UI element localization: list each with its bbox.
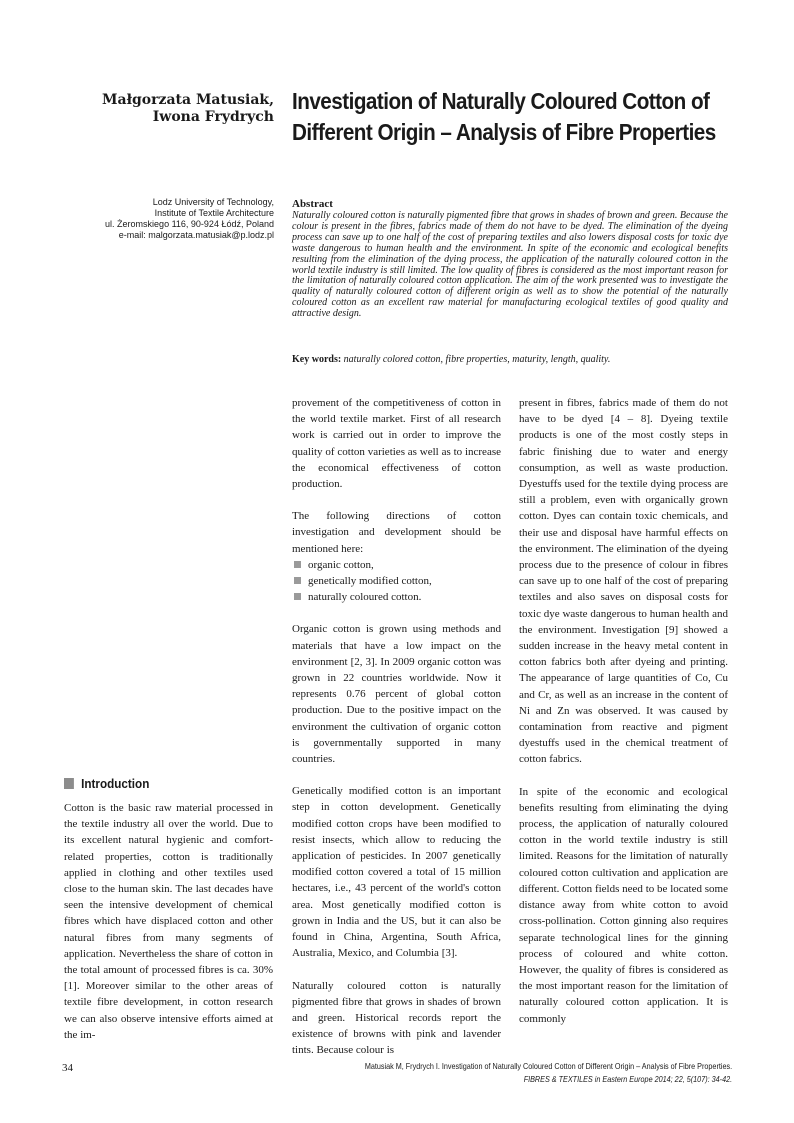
paper-title: Investigation of Naturally Coloured Cotton of Different Origin – Analysis of Fibre Properties xyxy=(292,88,716,145)
list-item xyxy=(292,589,501,605)
paragraph: Organic cotton is grown using methods and materials that have a low impact on the environment [2, 3]. In 2009 organic cotton was grown in 22 countries worldwide. Now it represents 0.76 percent of global cotton production. Due to the positive impact on the environment the cultivation of organic cotton is governmentally supported in many countries. xyxy=(292,623,501,766)
paragraph: The following directions of cotton investigation and development should be mentioned here: xyxy=(292,510,501,555)
list-item-text: genetically modified cotton, xyxy=(308,575,432,588)
square-bullet-icon xyxy=(294,561,301,568)
keywords xyxy=(292,354,728,366)
paragraph: provement of the competitiveness of cotton in the world textile market. First of all research work is carried out in order to improve the quality of cotton varieties as well as to increase the economical effectiveness of cotton production. xyxy=(292,397,501,491)
column-3 xyxy=(519,395,728,1043)
paragraph: Cotton is the basic raw material processed in the textile industry all over the world. Due to its excellent natural hygienic and comfort-related properties, cotton is traditionally applied in clothing and other textiles used close to the human skin. The last decades have seen the intensive development of chemical fibres which have displaced cotton and other natural fibres from many segments of application. Nevertheless the share of cotton in the total amount of processed fibres is ca. 30% [1]. Moreover similar to the other areas of textile fibre development, in cotton research we can also observe intensive efforts aimed at the im- xyxy=(64,802,273,1041)
list-item xyxy=(292,573,501,589)
abstract-heading: Abstract xyxy=(292,198,333,210)
affiliation-line: Lodz University of Technology, xyxy=(152,197,274,207)
bullet-list xyxy=(292,557,501,606)
affiliation-line: Institute of Textile Architecture xyxy=(154,208,274,218)
citation-line: Matusiak M, Frydrych I. Investigation of Naturally Coloured Cotton of Different Origin – Analysis of Fibre Properties. xyxy=(364,1061,732,1071)
footer-citation xyxy=(365,1060,732,1086)
paragraph: present in fibres, fabrics made of them do not have to be dyed [4 – 8]. Dyeing textile products is one of the most costly steps in fabric finishing due to water and energy consumption, as well as waste production. Dyestuffs used for the textile dying process are still a problem, even with organically grown cotton. Dyes can contain toxic chemicals, and their use and disposal have harmful effects on the environment. The elimination of the dyeing process due to the presence of colour in fibres can save up to one half of the cost of preparing textiles and also saves on disposal costs for toxic dye waste dangerous to human health and the environment. Investigation [9] showed a sudden increase in the heavy metal content in cotton fabrics both after dyeing and printing. The appearance of large quantities of Co, Cu and Cr, as well as an increase in the content of Ni and Zn was observed. It was caused by contamination from reactive and pigment dyestuffs used in the chemical treatment of cotton fabrics. xyxy=(519,397,728,766)
affiliation-line: ul. Żeromskiego 116, 90-924 Łódź, Poland xyxy=(105,219,274,229)
paragraph: Genetically modified cotton is an important step in cotton development. Genetically modified cotton crops have been modified to resist insects, which allow to reducing the application of pesticides. In 2007 genetically modified cotton covered a total of 15 million hectares, i.e., 43 percent of the world's cotton area. Most genetically modified cotton is grown in India and the US, but it can also be found in China, Argentina, South Africa, Australia, Mexico, and Columbia [3]. xyxy=(292,785,501,960)
author-name: Małgorzata Matusiak, xyxy=(102,92,274,108)
square-bullet-icon xyxy=(294,593,301,600)
affiliation-email: e-mail: malgorzata.matusiak@p.lodz.pl xyxy=(118,230,274,240)
affiliation xyxy=(100,197,274,241)
keywords-label: Key words: xyxy=(292,354,342,365)
column-1 xyxy=(64,800,273,1059)
author-name: Iwona Frydrych xyxy=(152,109,274,125)
paragraph: In spite of the economic and ecological benefits resulting from eliminating the dying process, the application of naturally coloured cotton in the world textile industry is still limited. Reasons for the limitation of naturally coloured cotton cultivation and application are different. Cotton fields need to be located some distance away from white cotton to avoid cross-pollination. Cotton ginning also requires separate technological lines for the ginning process of coloured and white cotton. However, the quality of fibres is considered as the most important reason for the limitation of naturally coloured cotton application. It is commonly xyxy=(519,785,728,1025)
section-title: Introduction xyxy=(81,776,150,791)
section-marker-icon xyxy=(64,778,74,789)
page-number: 34 xyxy=(62,1062,73,1074)
author-list xyxy=(96,92,274,126)
abstract-text: Naturally coloured cotton is naturally pigmented fibre that grows in shades of brown and green. Because the colour is present in the fibres, fabrics made of them do not have to be dyed. The elimination of the dyeing process can save up to one half of the cost of preparing textiles and also lowers disposal costs for toxic dye waste dangerous to human health and the environment. In spite of the economic and ecological benefits resulting from the elimination of the dying process, the application of the naturally coloured cotton in the world textile industry is still limited. The low quality of fibres is considered as the most important reason for the limitation of naturally coloured cotton application. The aim of the work presented was to investigate the quality of naturally coloured cotton of different origin as well as to show the potential of the naturally coloured cotton as an excellent raw material for manufacturing ecological textiles of good quality and attractive design. xyxy=(292,210,728,320)
paragraph: Naturally coloured cotton is naturally pigmented fibre that grows in shades of brown and green. Historical records report the existence of browns with pink and lavender tints. Because colour is xyxy=(292,979,501,1057)
square-bullet-icon xyxy=(294,577,301,584)
journal-line: FIBRES & TEXTILES in Eastern Europe 2014; 22, 5(107): 34-42. xyxy=(523,1074,732,1084)
list-item xyxy=(292,557,501,573)
list-item-text: organic cotton, xyxy=(308,558,374,571)
list-item-text: naturally coloured cotton. xyxy=(308,591,422,604)
keywords-text: naturally colored cotton, fibre properties, maturity, length, quality. xyxy=(343,354,611,365)
introduction-heading xyxy=(64,776,149,791)
column-2 xyxy=(292,395,501,1075)
